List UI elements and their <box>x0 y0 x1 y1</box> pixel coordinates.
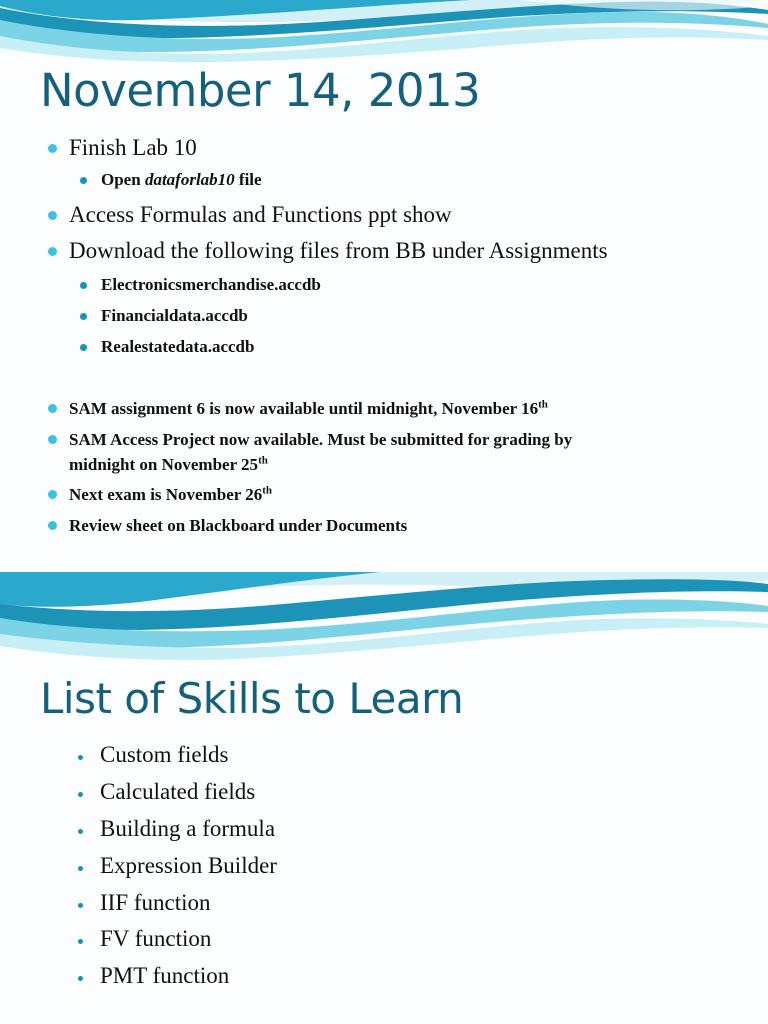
ordinal-suffix: th <box>262 484 273 497</box>
note-item: Review sheet on Blackboard under Documents <box>48 513 407 538</box>
note-item <box>48 482 272 507</box>
skill-item: IIF function <box>78 890 211 916</box>
note-project-line1: SAM Access Project now available. Must be submitted for grading by <box>69 430 573 449</box>
sub-bullet-item: Financialdata.accdb <box>80 306 248 326</box>
note-project-line2: midnight on November 25 <box>69 455 259 474</box>
sub-bullet-item: Electronicsmerchandise.accdb <box>80 275 321 295</box>
bullet-item: Access Formulas and Functions ppt show <box>48 202 452 228</box>
note-exam-text: Next exam is November 26 <box>69 485 263 504</box>
sub-bullet-item <box>80 170 262 190</box>
skill-item: FV function <box>78 926 211 952</box>
note-item <box>48 396 548 421</box>
skill-item: PMT function <box>78 963 229 989</box>
ordinal-suffix: th <box>258 454 268 467</box>
sub-bullet-suffix: file <box>234 170 262 189</box>
wave-header-graphic <box>0 562 768 662</box>
bullet-item: Download the following files from BB under Assignments <box>48 238 608 264</box>
slide-title: November 14, 2013 <box>40 64 481 117</box>
note-item <box>48 427 572 477</box>
sub-bullet-prefix: Open <box>101 170 145 189</box>
slide-2 <box>0 562 768 1024</box>
skill-item: Expression Builder <box>78 853 277 879</box>
wave-header-graphic <box>0 0 768 62</box>
ordinal-suffix: th <box>538 398 548 411</box>
sub-bullet-item: Realestatedata.accdb <box>80 337 254 357</box>
skill-item: Calculated fields <box>78 779 255 805</box>
skill-item: Custom fields <box>78 742 228 768</box>
skill-item: Building a formula <box>78 816 275 842</box>
filename-emphasis: dataforlab10 <box>144 170 235 189</box>
note-sam6-text: SAM assignment 6 is now available until midnight, November 16 <box>69 399 539 418</box>
slide-title: List of Skills to Learn <box>40 674 464 723</box>
bullet-item: Finish Lab 10 <box>48 135 197 161</box>
